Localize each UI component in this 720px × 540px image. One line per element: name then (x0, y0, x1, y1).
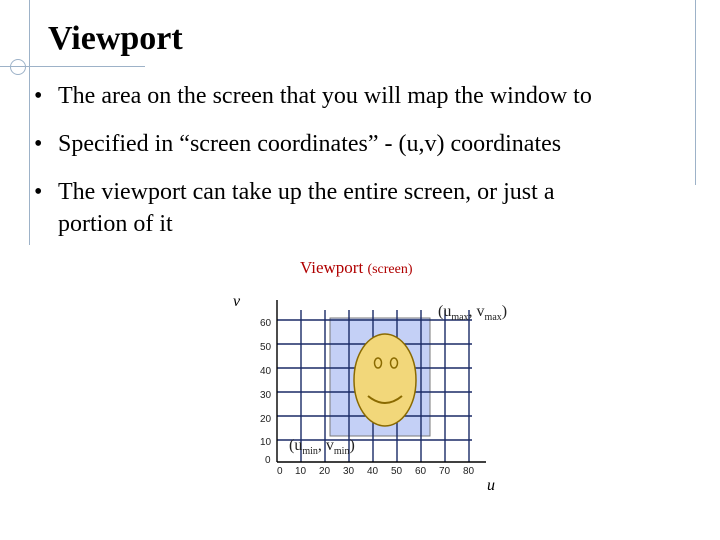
smiley-face (354, 334, 416, 426)
bullet-marker: • (34, 83, 43, 109)
y-tick-label: 60 (260, 318, 272, 329)
face-outline (354, 334, 416, 426)
x-tick-label: 30 (343, 466, 355, 477)
corner-min-prefix: (u (289, 437, 303, 454)
x-tick-label: 0 (277, 466, 283, 477)
corner-max-prefix: (u (438, 303, 452, 320)
y-tick-label: 40 (260, 366, 272, 377)
corner-min-mid: , v (317, 437, 334, 454)
corner-max-sub1: max (451, 312, 469, 323)
corner-max-mid: , v (468, 303, 485, 320)
bullet-marker: • (34, 179, 43, 205)
y-tick-label: 0 (265, 455, 271, 466)
x-tick-label: 80 (463, 466, 475, 477)
y-tick-label: 20 (260, 414, 272, 425)
x-tick-label: 40 (367, 466, 379, 477)
bullet-text: The viewport can take up the entire screen, or just a (58, 179, 555, 205)
bullet-continuation: portion of it (58, 211, 173, 237)
x-tick-label: 70 (439, 466, 451, 477)
corner-min-sub1: min (302, 446, 318, 457)
x-tick-label: 20 (319, 466, 331, 477)
y-tick-label: 30 (260, 390, 272, 401)
corner-min-sub2: min (333, 446, 350, 457)
x-tick-label: 60 (415, 466, 427, 477)
v-axis-label: v (233, 293, 241, 310)
corner-min-suffix: ) (349, 437, 355, 454)
figure-caption-main: Viewport (300, 258, 364, 277)
x-tick-label: 50 (391, 466, 403, 477)
bullet-marker: • (34, 131, 43, 157)
x-tick-label: 10 (295, 466, 307, 477)
slide-title: Viewport (48, 20, 183, 57)
y-tick-label: 50 (260, 342, 272, 353)
bullet-text: Specified in “screen coordinates” - (u,v) coordinates (58, 131, 562, 157)
u-axis-label: u (487, 477, 495, 494)
corner-max-suffix: ) (501, 303, 508, 320)
y-tick-label: 10 (260, 437, 272, 448)
figure-caption-sub: (screen) (367, 262, 413, 277)
bullet-text: The area on the screen that you will map the window to (58, 83, 592, 109)
corner-max-sub2: max (484, 312, 502, 323)
